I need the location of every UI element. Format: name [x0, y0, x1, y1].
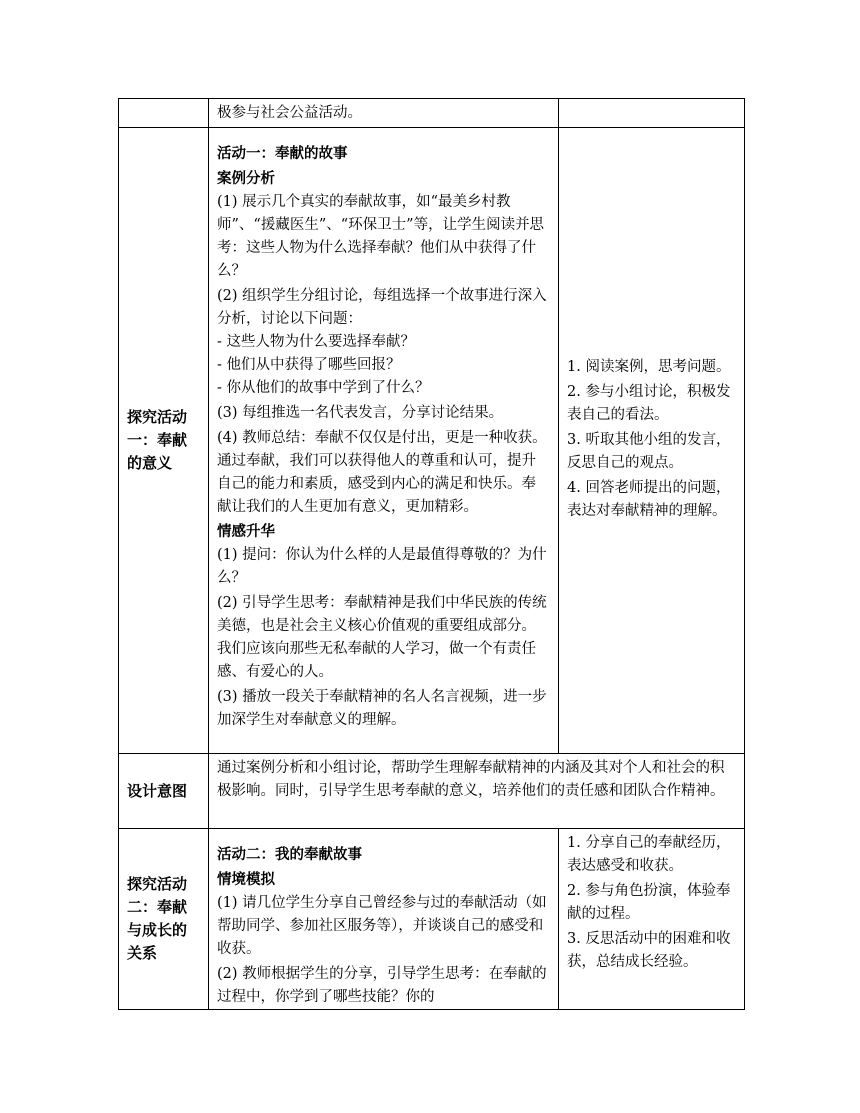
- question-item: - 你从他们的故事中学到了什么？: [217, 380, 430, 396]
- table-row: [119, 829, 745, 1010]
- activity-title: 活动二：我的奉献故事: [217, 847, 362, 863]
- student-activity-item: 1. 阅读案例，思考问题。: [567, 359, 731, 375]
- table-row: [119, 128, 745, 754]
- paragraph: (3) 每组推选一名代表发言，分享讨论结果。: [217, 405, 504, 421]
- paragraph: (2) 引导学生思考：奉献精神是我们中华民族的传统美德，也是社会主义核心价值观的重要组成部分。我们应该向那些无私奉献的人学习，做一个有责任感、有爱心的人。: [217, 595, 547, 680]
- student-activity-cell: [559, 128, 745, 754]
- paragraph: (2) 组织学生分组讨论，每组选择一个故事进行深入分析，讨论以下问题：: [217, 288, 547, 327]
- content-cell: [209, 829, 559, 1010]
- row-label: 探究活动二：奉献与成长的关系: [127, 875, 188, 962]
- design-intent-text: 通过案例分析和小组讨论，帮助学生理解奉献精神的内涵及其对个人和社会的积极影响。同时，引导学生思考奉献的意义，培养他们的责任感和团队合作精神。: [217, 760, 725, 799]
- row-label-cell: [119, 128, 209, 754]
- table-row: [119, 99, 745, 128]
- paragraph: (1) 提问：你认为什么样的人是最值得尊敬的？为什么？: [217, 547, 547, 586]
- content-text: 极参与社会公益活动。: [217, 105, 362, 121]
- row-label-cell: [119, 829, 209, 1010]
- section-title: 案例分析: [217, 171, 275, 187]
- student-activity-cell: [559, 99, 745, 128]
- section-title: 情境模拟: [217, 872, 275, 888]
- row-label: 探究活动一：奉献的意义: [127, 408, 188, 472]
- content-cell: [209, 128, 559, 754]
- paragraph: (4) 教师总结：奉献不仅仅是付出，更是一种收获。通过奉献，我们可以获得他人的尊重和认可，提升自己的能力和素质，感受到内心的满足和快乐。奉献让我们的人生更加有意义，更加精彩。: [217, 430, 547, 515]
- table-row: [119, 754, 745, 829]
- student-activity-item: 4. 回答老师提出的问题，表达对奉献精神的理解。: [567, 480, 731, 519]
- row-label: 设计意图: [127, 781, 188, 800]
- student-activity-item: 3. 听取其他小组的发言，反思自己的观点。: [567, 432, 731, 471]
- student-activity-item: 2. 参与角色扮演，体验奉献的过程。: [567, 883, 731, 922]
- row-label-cell: [119, 754, 209, 829]
- paragraph: (1) 展示几个真实的奉献故事，如“最美乡村教师”、“援藏医生”、“环保卫士”等，让学生阅读并思考：这些人物为什么选择奉献？他们从中获得了什么？: [217, 194, 545, 279]
- paragraph: (2) 教师根据学生的分享，引导学生思考：在奉献的过程中，你学到了哪些技能？你的: [217, 966, 547, 1005]
- design-intent-cell: [209, 754, 745, 829]
- content-cell: [209, 99, 559, 128]
- student-activity-cell: [559, 829, 745, 1010]
- lesson-plan-table: [118, 98, 745, 1010]
- student-activity-item: 3. 反思活动中的困难和收获，总结成长经验。: [567, 931, 731, 970]
- section-title: 情感升华: [217, 524, 275, 540]
- question-item: - 他们从中获得了哪些回报？: [217, 357, 401, 373]
- paragraph: (3) 播放一段关于奉献精神的名人名言视频，进一步加深学生对奉献意义的理解。: [217, 689, 547, 728]
- student-activity-item: 2. 参与小组讨论，积极发表自己的看法。: [567, 384, 731, 423]
- row-label-cell: [119, 99, 209, 128]
- question-item: - 这些人物为什么要选择奉献？: [217, 334, 416, 350]
- activity-title: 活动一：奉献的故事: [217, 146, 348, 162]
- paragraph: (1) 请几位学生分享自己曾经参与过的奉献活动（如帮助同学、参加社区服务等），并谈谈自己的感受和收获。: [217, 895, 547, 957]
- student-activity-item: 1. 分享自己的奉献经历，表达感受和收获。: [567, 835, 731, 874]
